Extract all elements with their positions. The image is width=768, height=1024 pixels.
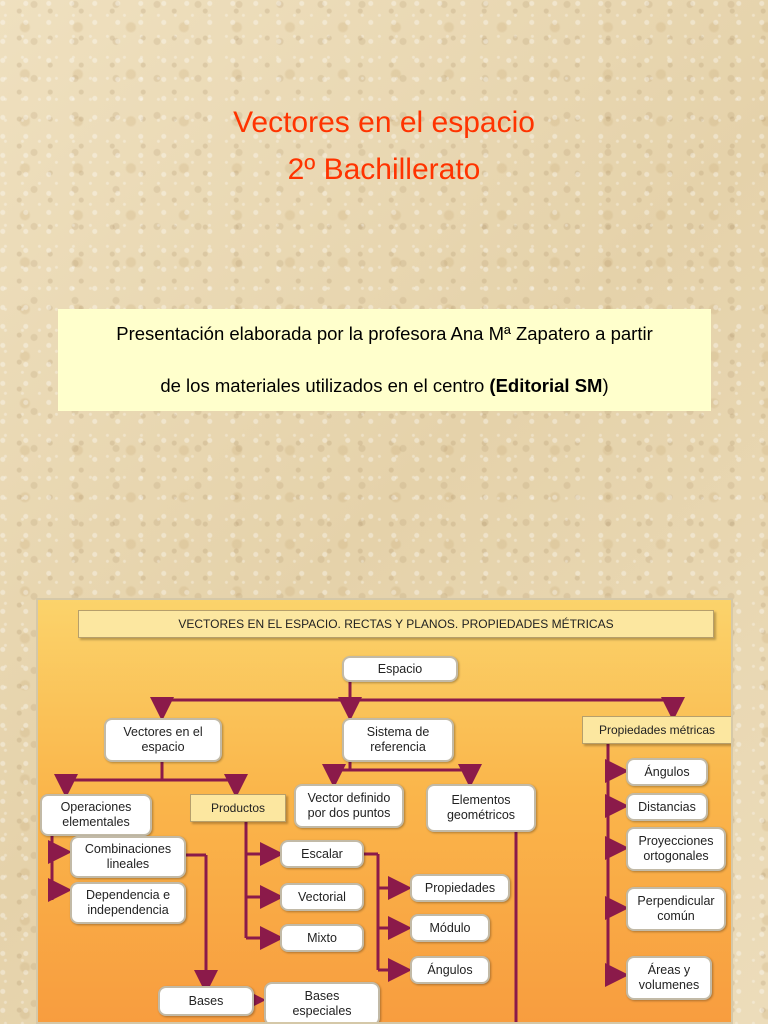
node-areas-volumenes: Áreas y volumenes <box>626 956 712 1000</box>
node-propiedades: Propiedades <box>410 874 510 902</box>
node-dependencia: Dependencia e independencia <box>70 882 186 924</box>
concept-map <box>36 598 733 1024</box>
node-escalar: Escalar <box>280 840 364 868</box>
diagram-header: VECTORES EN EL ESPACIO. RECTAS Y PLANOS. PROPIEDADES MÉTRICAS <box>78 610 714 638</box>
node-distancias: Distancias <box>626 793 708 821</box>
node-perpendicular: Perpendicular común <box>626 887 726 931</box>
node-bases: Bases <box>158 986 254 1016</box>
credits-text: de los materiales utilizados en el centro <box>160 375 490 396</box>
node-productos: Productos <box>190 794 286 822</box>
node-sistema-referencia: Sistema de referencia <box>342 718 454 762</box>
credits-line-1: Presentación elaborada por la profesora Ana Mª Zapatero a partir <box>116 323 653 344</box>
node-mixto: Mixto <box>280 924 364 952</box>
node-espacio: Espacio <box>342 656 458 682</box>
node-combinaciones: Combinaciones lineales <box>70 836 186 878</box>
node-vectores-espacio: Vectores en el espacio <box>104 718 222 762</box>
credits-box <box>58 309 711 411</box>
node-propiedades-metricas: Propiedades métricas <box>582 716 732 744</box>
node-angulos-producto: Ángulos <box>410 956 490 984</box>
node-modulo: Módulo <box>410 914 490 942</box>
node-elementos: Elementos geométricos <box>426 784 536 832</box>
node-proyecciones: Proyecciones ortogonales <box>626 827 726 871</box>
node-bases-especiales: Bases especiales <box>264 982 380 1024</box>
node-vectorial: Vectorial <box>280 883 364 911</box>
node-angulos-metricos: Ángulos <box>626 758 708 786</box>
node-vector-definido: Vector definido por dos puntos <box>294 784 404 828</box>
slide-subtitle: 2º Bachillerato <box>287 153 481 186</box>
credits-line-2 <box>58 375 711 397</box>
slide-title: Vectores en el espacio <box>233 106 535 139</box>
node-operaciones: Operaciones elementales <box>40 794 152 836</box>
closing-paren: ) <box>602 375 609 396</box>
publisher-name: (Editorial SM <box>489 375 603 396</box>
